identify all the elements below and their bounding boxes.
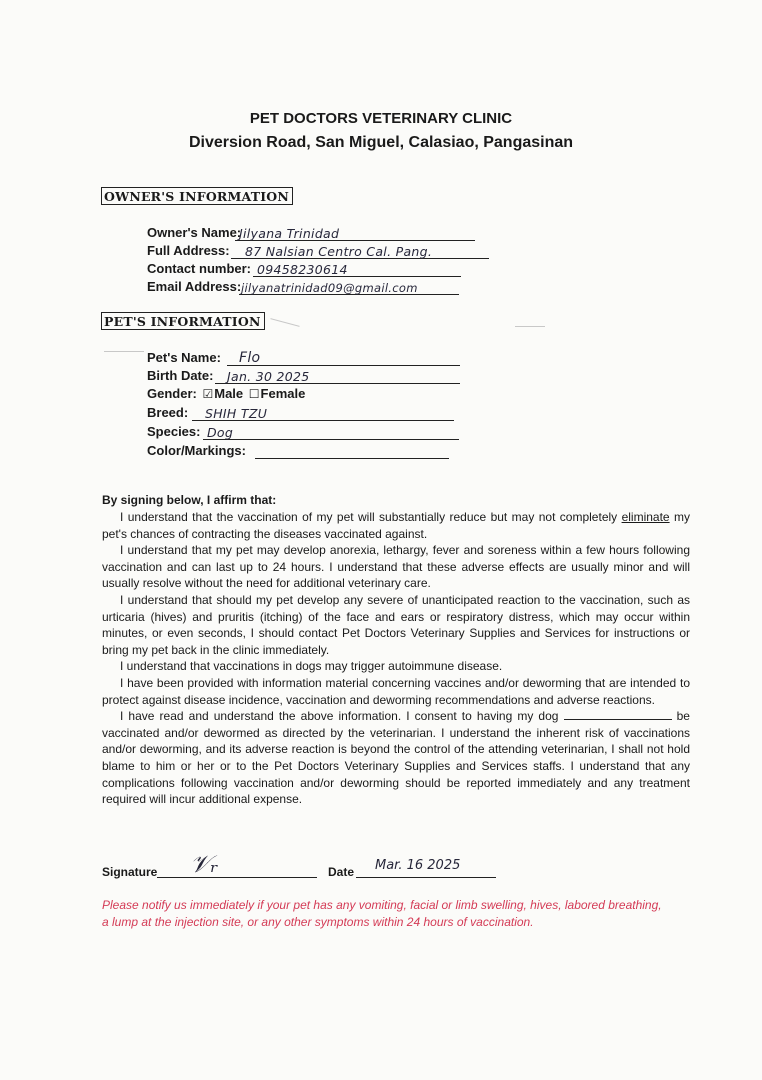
species-value[interactable]: Dog [207, 425, 234, 440]
species-label: Species: [147, 424, 201, 439]
color-markings-label: Color/Markings: [147, 443, 246, 458]
affirmation-intro: By signing below, I affirm that: [102, 493, 277, 507]
affirmation-text: my pet's chances of contracting the diseases vaccinated against. [102, 510, 690, 541]
pet-name-line [227, 365, 460, 366]
birth-date-value[interactable]: Jan. 30 2025 [227, 369, 310, 384]
birth-date-field [147, 368, 462, 386]
dog-name-blank[interactable] [564, 709, 672, 720]
breed-label: Breed: [147, 405, 189, 420]
owner-contact-label: Contact number: [147, 261, 251, 276]
color-markings-field [147, 443, 452, 461]
affirmation-paragraph [102, 509, 690, 542]
affirmation-body [102, 509, 690, 808]
male-option-label: Male [214, 386, 244, 401]
female-option-label: Female [260, 386, 306, 401]
species-field [147, 424, 462, 442]
pet-section-heading: PET'S INFORMATION [101, 312, 265, 330]
owner-address-label: Full Address: [147, 243, 230, 258]
scan-smudge [515, 326, 545, 327]
affirmation-text: I understand that the vaccination of my pet will substantially reduce but may not completely [120, 510, 622, 524]
breed-value[interactable]: SHIH TZU [205, 406, 268, 421]
date-label: Date [328, 865, 355, 879]
affirmation-underlined-text: eliminate [621, 510, 670, 524]
clinic-name: PET DOCTORS VETERINARY CLINIC [249, 110, 513, 127]
color-markings-line [255, 458, 449, 459]
owner-address-value[interactable]: 87 Nalsian Centro Cal. Pang. [245, 244, 433, 259]
owner-email-label: Email Address: [147, 279, 242, 294]
male-checkbox-checked[interactable]: ☑ [202, 387, 214, 401]
breed-field [147, 405, 457, 423]
pet-name-value[interactable]: Flo [239, 350, 261, 366]
female-checkbox[interactable]: ☐ [248, 387, 260, 401]
pet-name-label: Pet's Name: [147, 350, 221, 365]
owner-address-field [147, 243, 492, 261]
signature-mark: 𝒱ᵣ [190, 850, 219, 878]
affirmation-text: be vaccinated and/or dewormed as directed by the veterinarian. I understand the inherent risk of vaccinations and/or deworming, and its adverse reaction is beyond the control of the attending veterinarian, I shall not hold blame to him or her or to the Pet Doctors Veterinary Supplies and Services staffs. I understand that any complications following vaccination and/or deworming should be reported immediately and any treatment required will incur additional expense. [102, 709, 690, 807]
owner-contact-field [147, 261, 462, 279]
signature-label: Signature [102, 865, 158, 879]
affirmation-paragraph: I understand that should my pet develop any severe of unanticipated reaction to the vaccination, such as urticaria (hives) and pruritis (itching) of the face and ears or respiratory distress, which may occur within minutes, or even seconds, I should contact Pet Doctors Veterinary Supplies and Services for instructions or bring my pet back in the clinic immediately. [102, 592, 690, 657]
owner-section-heading: OWNER'S INFORMATION [101, 187, 293, 205]
pet-name-field [147, 350, 462, 368]
scan-smudge [104, 351, 144, 352]
birth-date-label: Birth Date: [147, 368, 214, 383]
signature-line[interactable] [157, 877, 317, 878]
gender-label: Gender: [147, 386, 197, 401]
affirmation-paragraph [102, 708, 690, 808]
owner-contact-value[interactable]: 09458230614 [257, 262, 348, 277]
owner-name-value[interactable]: Jilyana Trinidad [239, 226, 340, 241]
affirmation-paragraph: I have been provided with information material concerning vaccines and/or deworming that are intended to protect against disease incidence, vaccination and deworming recommendations and adverse reactions. [102, 675, 690, 707]
owner-name-field [147, 225, 477, 243]
clinic-address: Diversion Road, San Miguel, Calasiao, Pangasinan [188, 134, 574, 151]
scan-smudge [270, 318, 299, 327]
gender-field [147, 386, 305, 401]
owner-email-field [147, 279, 462, 297]
species-line [203, 439, 459, 440]
affirmation-paragraph: I understand that vaccinations in dogs may trigger autoimmune disease. [120, 659, 503, 674]
owner-name-label: Owner's Name: [147, 225, 242, 240]
date-value[interactable]: Mar. 16 2025 [375, 858, 461, 873]
affirmation-text: I have read and understand the above information. I consent to having my dog [120, 709, 564, 724]
affirmation-paragraph: I understand that my pet may develop anorexia, lethargy, fever and soreness within a few hours following vaccination and can last up to 24 hours. I understand that these adverse effects are usually minor and will usually resolve without the need for additional veterinary care. [102, 543, 690, 591]
owner-email-value[interactable]: jilyanatrinidad09@gmail.com [241, 281, 418, 295]
post-vaccination-notice: Please notify us immediately if your pet has any vomiting, facial or limb swelling, hives, labored breathing, a lump at the injection site, or any other symptoms within 24 hours of vaccination. [102, 898, 662, 929]
date-line [356, 877, 496, 878]
